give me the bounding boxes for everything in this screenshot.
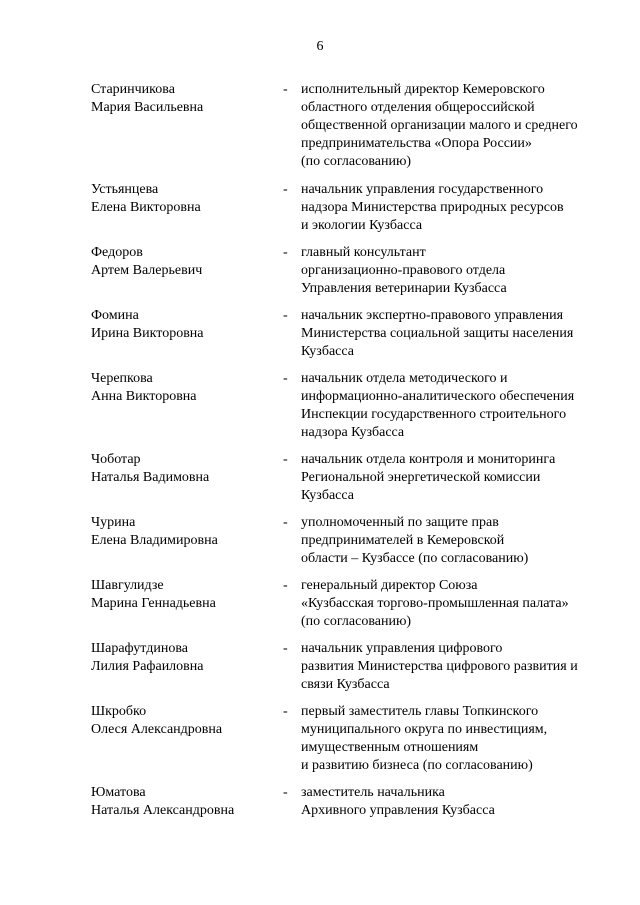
position-line: связи Кузбасса bbox=[301, 677, 390, 692]
position-line: начальник экспертно-правового управления bbox=[301, 308, 564, 323]
surname: Черепкова bbox=[91, 371, 153, 386]
position-line: Министерства социальной защиты населения bbox=[301, 326, 574, 341]
given-names: Артем Валерьевич bbox=[91, 263, 203, 278]
list-item bbox=[0, 784, 640, 824]
position-line: надзора Министерства природных ресурсов bbox=[301, 200, 564, 215]
list-item bbox=[0, 514, 640, 577]
dash-separator: - bbox=[283, 452, 288, 467]
position-line: области – Кузбассе (по согласованию) bbox=[301, 551, 529, 566]
dash-separator: - bbox=[283, 515, 288, 530]
position-line: Кузбасса bbox=[301, 488, 354, 503]
list-item bbox=[0, 577, 640, 640]
position-line: Инспекции государственного строительного bbox=[301, 407, 567, 422]
position-line: начальник отдела методического и bbox=[301, 371, 508, 386]
person-name bbox=[91, 577, 281, 613]
position-line: Региональной энергетической комиссии bbox=[301, 470, 541, 485]
position-line: заместитель начальника bbox=[301, 785, 445, 800]
surname: Юматова bbox=[91, 785, 146, 800]
member-list bbox=[0, 81, 640, 824]
surname: Фомина bbox=[91, 308, 139, 323]
surname: Устьянцева bbox=[91, 182, 159, 197]
list-item bbox=[0, 307, 640, 370]
person-name bbox=[91, 784, 281, 820]
list-item bbox=[0, 451, 640, 514]
dash-separator: - bbox=[283, 641, 288, 656]
position-line: надзора Кузбасса bbox=[301, 425, 405, 440]
position-line: и развитию бизнеса (по согласованию) bbox=[301, 758, 533, 773]
position-line: Управления ветеринарии Кузбасса bbox=[301, 281, 507, 296]
position-description bbox=[301, 640, 606, 694]
position-line: предпринимателей в Кемеровской bbox=[301, 533, 505, 548]
position-line: начальник отдела контроля и мониторинга bbox=[301, 452, 556, 467]
person-name bbox=[91, 514, 281, 550]
position-line: информационно-аналитического обеспечения bbox=[301, 389, 575, 404]
surname: Шкробко bbox=[91, 704, 147, 719]
person-name bbox=[91, 307, 281, 343]
position-line: уполномоченный по защите прав bbox=[301, 515, 499, 530]
dash-separator: - bbox=[283, 704, 288, 719]
given-names: Наталья Александровна bbox=[91, 803, 235, 818]
position-line: главный консультант bbox=[301, 245, 426, 260]
given-names: Марина Геннадьевна bbox=[91, 596, 216, 611]
surname: Федоров bbox=[91, 245, 143, 260]
position-description bbox=[301, 784, 606, 820]
surname: Чоботар bbox=[91, 452, 141, 467]
person-name bbox=[91, 181, 281, 217]
given-names: Елена Владимировна bbox=[91, 533, 218, 548]
position-description bbox=[301, 307, 606, 361]
given-names: Елена Викторовна bbox=[91, 200, 201, 215]
position-line: исполнительный директор Кемеровского bbox=[301, 82, 545, 97]
dash-separator: - bbox=[283, 308, 288, 323]
position-line: Кузбасса bbox=[301, 344, 354, 359]
person-name bbox=[91, 370, 281, 406]
dash-separator: - bbox=[283, 82, 288, 97]
position-description bbox=[301, 370, 606, 442]
position-line: развития Министерства цифрового развития и bbox=[301, 659, 578, 674]
dash-separator: - bbox=[283, 371, 288, 386]
position-line: (по согласованию) bbox=[301, 614, 412, 629]
position-line: и экологии Кузбасса bbox=[301, 218, 423, 233]
position-line: первый заместитель главы Топкинского bbox=[301, 704, 539, 719]
surname: Чурина bbox=[91, 515, 136, 530]
given-names: Мария Васильевна bbox=[91, 100, 204, 115]
position-line: «Кузбасская торгово-промышленная палата» bbox=[301, 596, 569, 611]
given-names: Анна Викторовна bbox=[91, 389, 197, 404]
position-line: общественной организации малого и среднего bbox=[301, 118, 578, 133]
list-item bbox=[0, 244, 640, 307]
position-description bbox=[301, 181, 606, 235]
person-name bbox=[91, 703, 281, 739]
given-names: Лилия Рафаиловна bbox=[91, 659, 204, 674]
list-item bbox=[0, 640, 640, 703]
position-description bbox=[301, 514, 606, 568]
page-number: 6 bbox=[316, 39, 324, 54]
person-name bbox=[91, 244, 281, 280]
list-item bbox=[0, 181, 640, 244]
list-item bbox=[0, 370, 640, 451]
position-line: (по согласованию) bbox=[301, 154, 412, 169]
position-description bbox=[301, 577, 606, 631]
position-line: Архивного управления Кузбасса bbox=[301, 803, 495, 818]
position-line: муниципального округа по инвестициям, bbox=[301, 722, 548, 737]
list-item bbox=[0, 81, 640, 181]
position-line: начальник управления государственного bbox=[301, 182, 544, 197]
dash-separator: - bbox=[283, 578, 288, 593]
person-name bbox=[91, 451, 281, 487]
position-line: имущественным отношениям bbox=[301, 740, 479, 755]
position-description bbox=[301, 244, 606, 298]
surname: Шарафутдинова bbox=[91, 641, 188, 656]
dash-separator: - bbox=[283, 785, 288, 800]
position-line: областного отделения общероссийской bbox=[301, 100, 535, 115]
given-names: Олеся Александровна bbox=[91, 722, 223, 737]
position-description bbox=[301, 81, 606, 171]
given-names: Наталья Вадимовна bbox=[91, 470, 210, 485]
surname: Шавгулидзе bbox=[91, 578, 164, 593]
given-names: Ирина Викторовна bbox=[91, 326, 204, 341]
position-description bbox=[301, 703, 606, 775]
surname: Старинчикова bbox=[91, 82, 175, 97]
position-line: предпринимательства «Опора России» bbox=[301, 136, 532, 151]
person-name bbox=[91, 640, 281, 676]
person-name bbox=[91, 81, 281, 117]
position-line: генеральный директор Союза bbox=[301, 578, 478, 593]
position-line: начальник управления цифрового bbox=[301, 641, 503, 656]
position-description bbox=[301, 451, 606, 505]
dash-separator: - bbox=[283, 182, 288, 197]
dash-separator: - bbox=[283, 245, 288, 260]
list-item bbox=[0, 703, 640, 784]
position-line: организационно-правового отдела bbox=[301, 263, 506, 278]
